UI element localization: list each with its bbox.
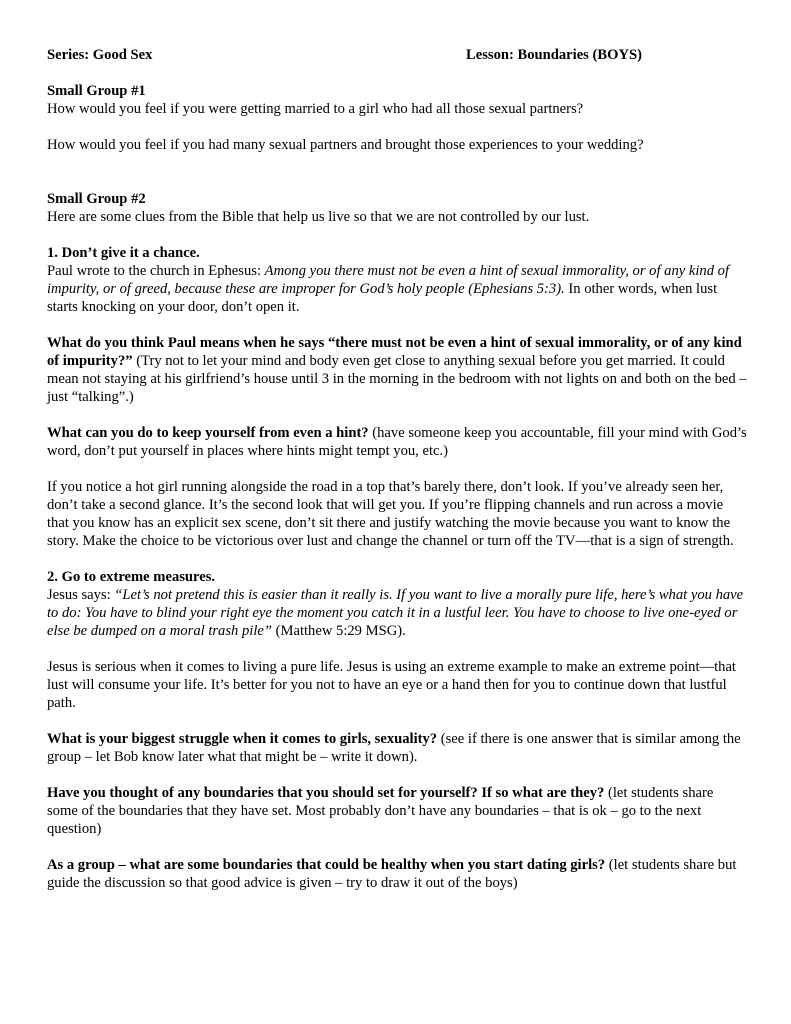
struggle-question: What is your biggest struggle when it comes to girls, sexuality?: [47, 731, 438, 747]
hint-question-paragraph: [47, 424, 747, 460]
point-1-text-a: Paul wrote to the church in Ephesus:: [47, 263, 265, 279]
point-2-text-b: (Matthew 5:29 MSG).: [271, 623, 406, 639]
matthew-quote: “Let’s not pretend this is easier than it really is. If you want to live a morally pure life, here’s what you have to do: You have to blind your right eye the moment you catch it in a lustful leer. You have to choose to live one-eyed or else be dumped on a moral trash pile”: [47, 587, 744, 639]
small-group-2-heading: Small Group #2: [47, 191, 146, 207]
point-2-heading: 2. Go to extreme measures.: [47, 569, 216, 585]
group-question-note: (let students share but guide the discussion so that good advice is given – try to draw it out of the boys): [47, 857, 737, 891]
point-2-text-a: Jesus says:: [47, 587, 115, 603]
small-group-1-heading: Small Group #1: [47, 83, 146, 99]
small-group-2-intro: Here are some clues from the Bible that help us live so that we are not controlled by our lust.: [47, 209, 590, 225]
boundaries-question-paragraph: [47, 784, 747, 838]
paul-question-note: (Try not to let your mind and body even get close to anything sexual before you get married. It could mean not staying at his girlfriend’s house until 3 in the morning in the bedroom with not lights on and both on the bed – just “talking”.): [47, 353, 747, 405]
document-page: [47, 46, 747, 892]
paul-question-paragraph: [47, 334, 747, 406]
notice-paragraph: If you notice a hot girl running alongside the road in a top that’s barely there, don’t look. If you’ve already seen her, don’t take a second glance. It’s the second look that will get you. If you’re flipping channels and run across a movie that you know has an explicit sex scene, don’t sit there and justify watching the movie because you want to know the story. Make the choice to be victorious over lust and change the channel or turn off the TV—that is a sign of strength.: [47, 479, 734, 549]
point-1-heading: 1. Don’t give it a chance.: [47, 245, 200, 261]
point-1-paragraph: [47, 262, 747, 316]
jesus-paragraph: Jesus is serious when it comes to living a pure life. Jesus is using an extreme example to make an extreme point—that lust will consume your life. It’s better for you not to have an eye or a hand then for you to continue down that lustful path.: [47, 659, 736, 711]
hint-question-note: (have someone keep you accountable, fill your mind with God’s word, don’t put yourself in places where hints might tempt you, etc.): [47, 425, 747, 459]
ephesians-quote: Among you there must not be even a hint of sexual immorality, or of any kind of impurity, or of greed, because these are improper for God’s holy people (Ephesians 5:3).: [47, 263, 730, 297]
boundaries-question-note: (let students share some of the boundaries that they have set. Most probably don’t have any boundaries – that is ok – go to the next question): [47, 785, 714, 837]
small-group-1-question-1: How would you feel if you were getting married to a girl who had all those sexual partners?: [47, 101, 584, 117]
paul-question: What do you think Paul means when he says “there must not be even a hint of sexual immorality, or of any kind of impurity?”: [47, 335, 742, 369]
point-1-text-b: In other words, when lust starts knocking on your door, don’t open it.: [47, 281, 718, 315]
group-question: As a group – what are some boundaries that could be healthy when you start dating girls?: [47, 857, 606, 873]
struggle-question-note: (see if there is one answer that is similar among the group – let Bob know later what that might be – write it down).: [47, 731, 741, 765]
boundaries-question: Have you thought of any boundaries that you should set for yourself? If so what are they?: [47, 785, 605, 801]
group-question-paragraph: [47, 856, 747, 892]
point-2-paragraph: [47, 586, 747, 640]
document-header: [47, 46, 747, 64]
lesson-title: Lesson: Boundaries (BOYS): [466, 47, 642, 63]
hint-question: What can you do to keep yourself from even a hint?: [47, 425, 369, 441]
series-title: Series: Good Sex: [47, 47, 153, 63]
struggle-question-paragraph: [47, 730, 747, 766]
small-group-1-question-2: How would you feel if you had many sexual partners and brought those experiences to your wedding?: [47, 137, 644, 153]
